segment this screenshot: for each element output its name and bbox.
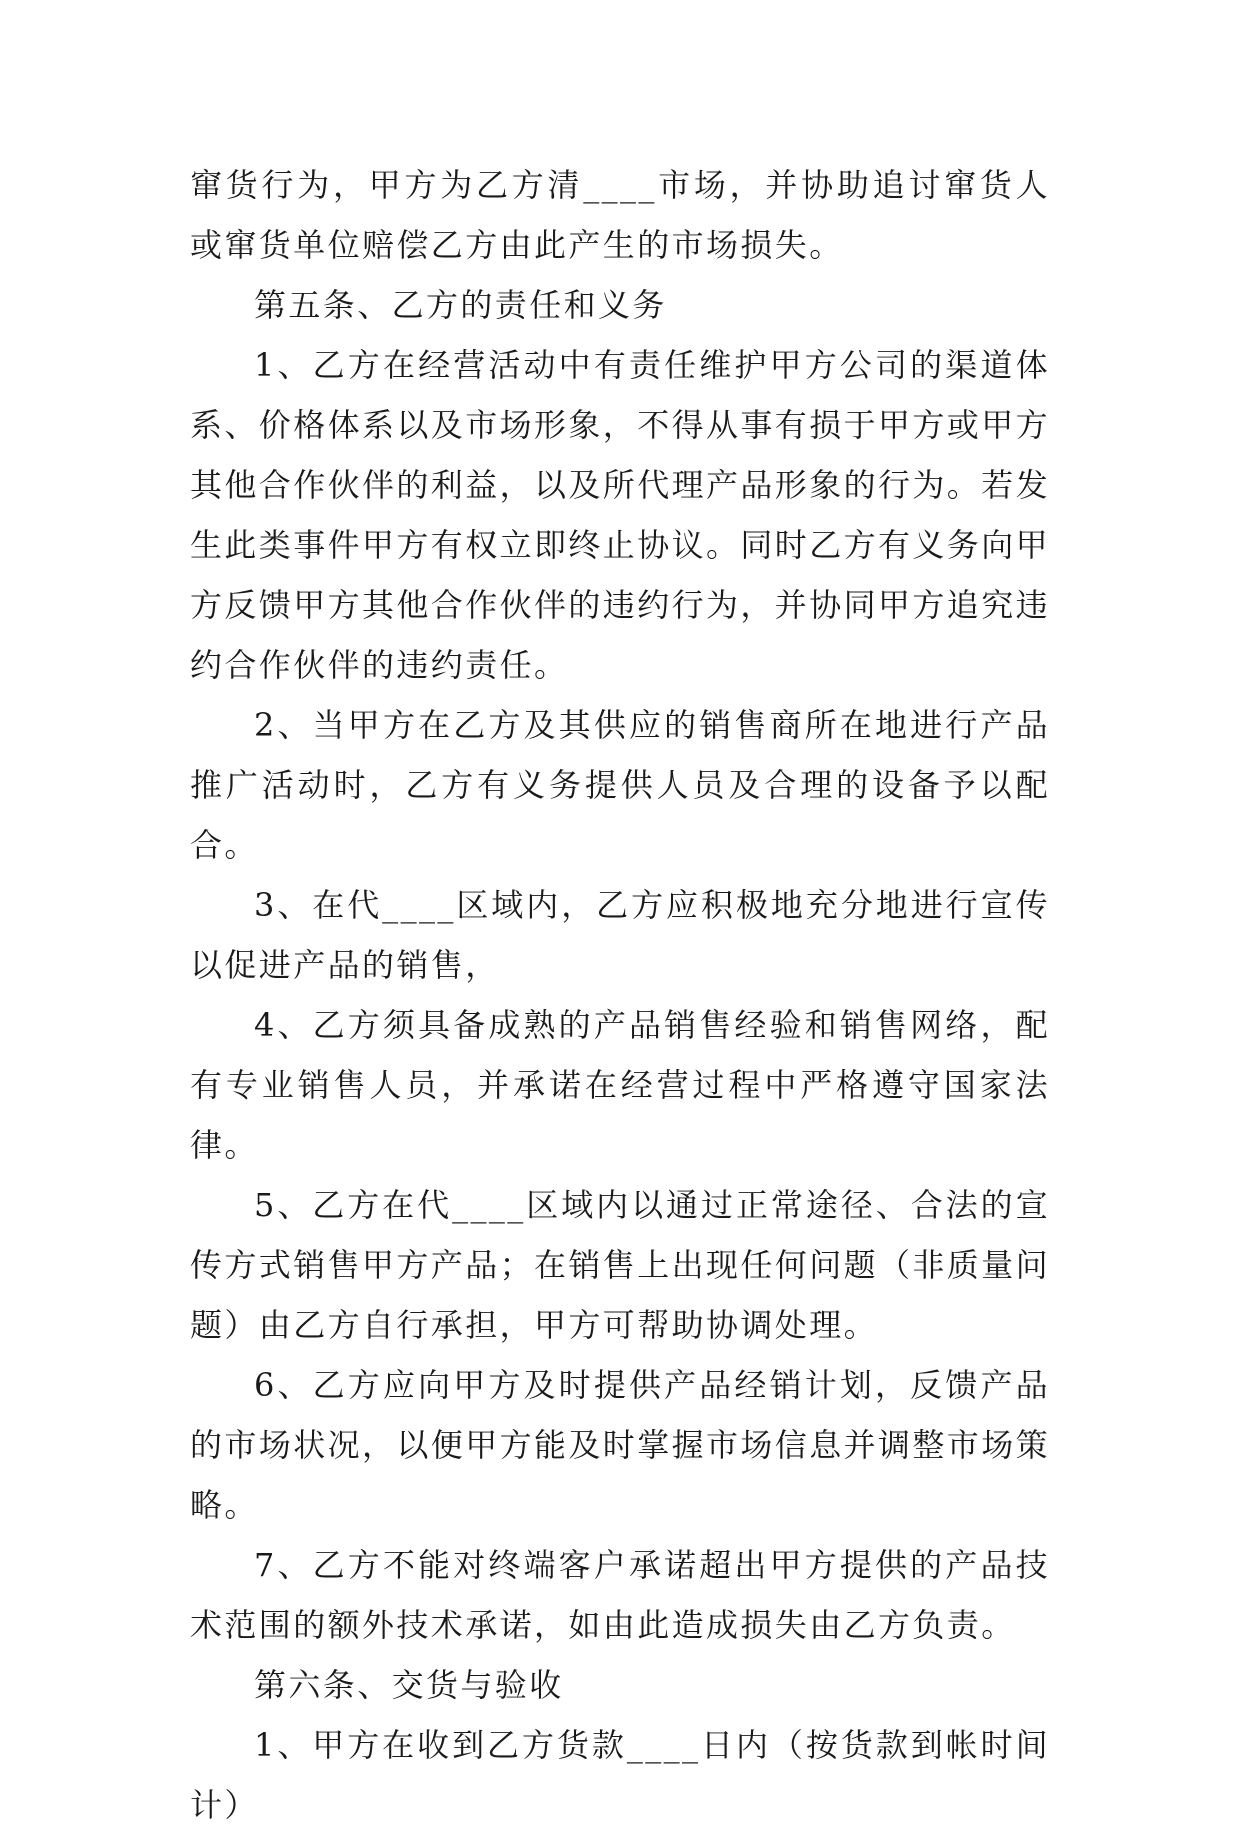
paragraph-continuation: 窜货行为，甲方为乙方清____市场，并协助追讨窜货人或窜货单位赔偿乙方由此产生的市场损失。 bbox=[190, 166, 1050, 264]
section-heading-article-6: 第六条、交货与验收 bbox=[254, 1666, 564, 1704]
clause-5-4: 4、乙方须具备成熟的产品销售经验和销售网络，配有专业销售人员，并承诺在经营过程中严格遵守国家法律。 bbox=[190, 1006, 1050, 1164]
clause-5-1: 1、乙方在经营活动中有责任维护甲方公司的渠道体系、价格体系以及市场形象，不得从事有损于甲方或甲方其他合作伙伴的利益，以及所代理产品形象的行为。若发生此类事件甲方有权立即终止协议。同时乙方有义务向甲方反馈甲方其他合作伙伴的违约行为，并协同甲方追究违约合作伙伴的违约责任。 bbox=[190, 346, 1051, 684]
clause-5-7: 7、乙方不能对终端客户承诺超出甲方提供的产品技术范围的额外技术承诺，如由此造成损失由乙方负责。 bbox=[190, 1546, 1050, 1644]
clause-5-2: 2、当甲方在乙方及其供应的销售商所在地进行产品推广活动时，乙方有义务提供人员及合理的设备予以配合。 bbox=[190, 706, 1050, 864]
document-body bbox=[190, 155, 1050, 1835]
section-heading-article-5: 第五条、乙方的责任和义务 bbox=[254, 286, 667, 324]
clause-5-5: 5、乙方在代____区域内以通过正常途径、合法的宣传方式销售甲方产品；在销售上出现任何问题（非质量问题）由乙方自行承担，甲方可帮助协调处理。 bbox=[190, 1186, 1051, 1344]
clause-5-6: 6、乙方应向甲方及时提供产品经销计划，反馈产品的市场状况，以便甲方能及时掌握市场信息并调整市场策略。 bbox=[190, 1366, 1051, 1524]
clause-5-3: 3、在代____区域内，乙方应积极地充分地进行宣传以促进产品的销售， bbox=[190, 886, 1050, 984]
clause-6-1: 1、甲方在收到乙方货款____日内（按货款到帐时间计） bbox=[190, 1726, 1050, 1824]
